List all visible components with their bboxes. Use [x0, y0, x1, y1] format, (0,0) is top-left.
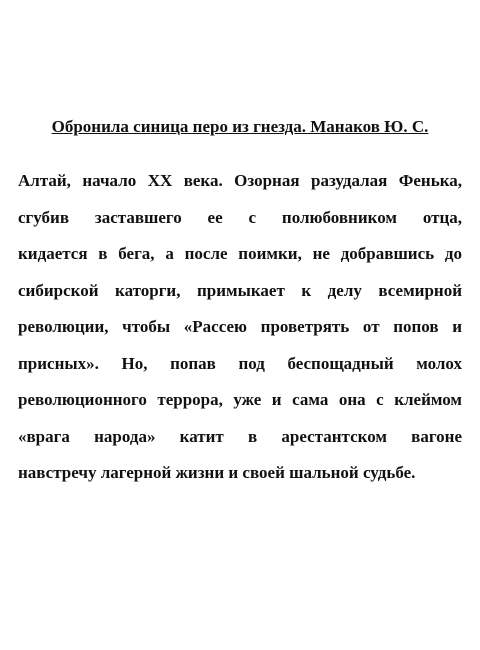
body-line: революции, чтобы «Рассею проветрять от попов и [18, 317, 462, 336]
document-title: Обронила синица перо из гнезда. Манаков Ю. С. [51, 117, 429, 136]
body-line: Алтай, начало XX века. Озорная разудалая Фенька, [18, 171, 462, 190]
body-line: сгубив заставшего ее с полюбовником отца, [18, 207, 462, 227]
body-line: присных». Но, попав под беспощадный молох [18, 353, 462, 373]
body-line: кидается в бега, а после поимки, не добравшись до [18, 244, 462, 263]
body-line: сибирской каторги, примыкает к делу всемирной [18, 280, 462, 300]
body-line: навстречу лагерной жизни и своей шальной судьбе. [18, 463, 416, 482]
document-body [18, 163, 462, 492]
body-line: «врага народа» катит в арестантском вагоне [18, 426, 462, 446]
body-line: революционного террора, уже и сама она с клеймом [18, 390, 462, 409]
